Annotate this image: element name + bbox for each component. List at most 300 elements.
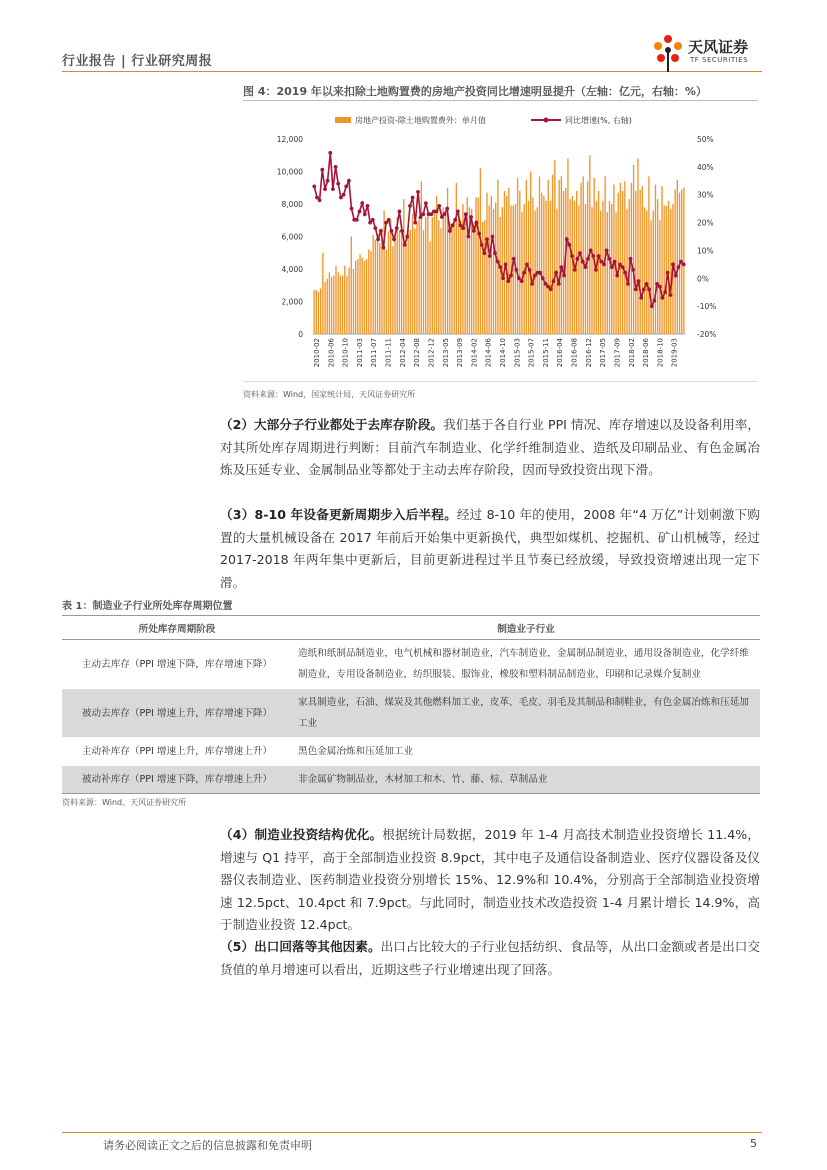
growth-point <box>488 254 492 258</box>
growth-point <box>631 268 635 272</box>
legend-line-marker <box>544 118 549 123</box>
y-left-tick-label: 2,000 <box>281 297 303 307</box>
bar <box>362 258 363 334</box>
growth-point <box>408 204 412 208</box>
x-tick-label: 2019-03 <box>670 338 679 368</box>
page-number: 5 <box>750 1137 757 1150</box>
x-tick-label: 2012-04 <box>398 338 407 368</box>
bar <box>337 272 338 334</box>
growth-point <box>371 218 375 222</box>
growth-point <box>374 226 378 230</box>
bar <box>335 266 336 334</box>
table-row <box>62 738 760 766</box>
table-cell-industries: 黑色金属冶炼和压延加工业 <box>292 738 760 766</box>
x-tick-label: 2018-10 <box>656 338 665 368</box>
x-tick-label: 2010-02 <box>313 338 321 368</box>
bar <box>554 160 555 334</box>
growth-point <box>424 201 428 205</box>
bar <box>563 191 564 334</box>
bar <box>366 259 367 334</box>
bar <box>613 185 614 335</box>
bar <box>600 211 601 335</box>
bar <box>620 183 621 334</box>
bar <box>545 201 546 334</box>
paragraph-structure-optimization <box>220 824 760 937</box>
bar <box>677 180 678 334</box>
growth-point <box>493 251 497 255</box>
y-right-tick-label: -20% <box>697 330 717 339</box>
bar <box>591 207 592 334</box>
bar <box>534 211 535 335</box>
x-tick-label: 2011-07 <box>370 338 379 368</box>
growth-point <box>384 221 388 225</box>
x-tick-label: 2015-03 <box>513 338 522 368</box>
bar <box>313 290 314 334</box>
bar <box>453 220 454 334</box>
bar <box>408 228 409 334</box>
bar <box>364 261 365 334</box>
paragraph-destocking <box>220 414 760 482</box>
growth-point <box>451 224 455 228</box>
legend-bar-label: 房地产投资-除土地购置费外：单月值 <box>355 116 486 125</box>
bar <box>410 230 411 334</box>
bar <box>513 206 514 334</box>
bar <box>635 191 636 334</box>
bar <box>373 235 374 334</box>
growth-point <box>509 274 513 278</box>
bar <box>329 272 330 334</box>
bar <box>342 276 343 335</box>
growth-point <box>483 251 487 255</box>
figure-source: 资料来源：Wind，国家统计局，天风证券研究所 <box>243 390 416 399</box>
growth-point <box>669 293 673 297</box>
growth-point <box>323 187 327 191</box>
growth-point <box>570 254 574 258</box>
bar <box>344 266 345 334</box>
growth-point <box>576 257 580 261</box>
bar <box>432 217 433 334</box>
growth-point <box>597 254 601 258</box>
bar <box>451 228 452 334</box>
growth-point <box>642 288 646 292</box>
bar <box>322 253 323 334</box>
growth-point <box>525 263 529 267</box>
growth-point <box>368 221 372 225</box>
growth-point <box>528 268 532 272</box>
growth-point <box>645 282 649 286</box>
growth-point <box>647 288 651 292</box>
bar <box>670 209 671 334</box>
growth-point <box>623 271 627 275</box>
bar <box>674 189 675 334</box>
growth-point <box>360 201 364 205</box>
bar <box>572 196 573 334</box>
bar <box>440 228 441 334</box>
growth-point <box>591 254 595 258</box>
bar <box>530 172 531 335</box>
figure-title: 图 4：2019 年以来扣除土地购置费的房地产投资同比增速明显提升（左轴：亿元，右轴：%） <box>243 85 707 98</box>
bar <box>644 207 645 334</box>
growth-point <box>605 249 609 253</box>
bar <box>473 224 474 335</box>
bar <box>429 241 430 334</box>
x-tick-label: 2011-11 <box>384 338 393 368</box>
investment-chart <box>243 104 758 380</box>
bar <box>493 209 494 334</box>
x-tick-label: 2017-05 <box>599 338 608 368</box>
growth-point <box>472 229 476 233</box>
bar <box>412 214 413 334</box>
x-tick-label: 2012-08 <box>413 338 422 368</box>
report-category: 行业报告 | 行业研究周报 <box>62 54 213 69</box>
growth-point <box>637 279 641 283</box>
growth-point <box>461 226 465 230</box>
growth-point <box>514 268 518 272</box>
bar <box>484 220 485 334</box>
x-tick-label: 2014-10 <box>499 338 507 368</box>
growth-point <box>562 274 566 278</box>
growth-point <box>522 271 526 275</box>
growth-point <box>666 271 670 275</box>
bar <box>475 198 476 335</box>
bar <box>438 220 439 334</box>
growth-point <box>435 210 439 214</box>
bar <box>602 201 603 334</box>
growth-point <box>379 229 383 233</box>
bar <box>399 230 400 334</box>
bar <box>425 217 426 334</box>
growth-point <box>392 237 396 241</box>
table-row <box>62 640 760 689</box>
x-tick-label: 2013-05 <box>441 338 450 368</box>
bar <box>351 237 352 335</box>
bar <box>666 206 667 334</box>
paragraph-equipment-cycle <box>220 504 760 594</box>
growth-point <box>682 263 686 267</box>
growth-point <box>639 296 643 300</box>
growth-point <box>650 304 654 308</box>
growth-point <box>387 218 391 222</box>
table-cell-stage: 主动补库存（PPI 增速上升，库存增速上升） <box>62 738 292 766</box>
y-left-tick-label: 6,000 <box>281 232 303 242</box>
bar <box>375 240 376 334</box>
growth-point <box>358 210 362 214</box>
growth-point <box>496 260 500 264</box>
growth-point <box>629 257 633 261</box>
table-row <box>62 766 760 794</box>
growth-point <box>663 290 667 294</box>
bar <box>488 206 489 334</box>
growth-point <box>453 218 457 222</box>
bar <box>386 250 387 335</box>
bar <box>377 233 378 334</box>
bar <box>646 211 647 335</box>
growth-point <box>549 288 553 292</box>
y-left-tick-label: 8,000 <box>281 200 303 209</box>
table-source: 资料来源：Wind、天风证券研究所 <box>62 798 187 807</box>
paragraph-body: 出口占比较大的子行业包括纺织、食品等，从出口金额或者是出口交货值的单月增速可以看出，近期这些子行业增速出现了回落。 <box>220 939 761 977</box>
x-tick-label: 2015-07 <box>527 338 536 368</box>
bar <box>578 206 579 334</box>
bar <box>607 212 608 334</box>
paragraph-heading: （4）制造业投资结构优化。 <box>220 827 383 842</box>
bar <box>482 222 483 334</box>
table-cell-industries: 造纸和纸制品制造业，电气机械和器材制造业，汽车制造业，金属制品制造业，通用设备制造业，化学纤维制造业，专用设备制造业，纺织服装、服饰业，橡胶和塑料制品制造业，印刷和记录媒介复制业 <box>292 640 760 689</box>
x-tick-label: 2011-03 <box>355 338 364 368</box>
bar <box>526 180 527 334</box>
bar <box>550 201 551 334</box>
bar <box>388 232 389 334</box>
growth-point <box>419 215 423 219</box>
growth-point <box>480 243 484 247</box>
bar <box>405 243 406 334</box>
bar <box>421 181 422 334</box>
table-cell-stage: 被动补库存（PPI 增速下降，库存增速上升） <box>62 766 292 794</box>
paragraph-body: 根据统计局数据，2019 年 1-4 月高技术制造业投资增长 11.4%，增速与 Q1 持平，高于全部制造业投资 8.9pct，其中电子及通信设备制造业、医疗仪器设备及仪器仪表制造业、医药制造业投资分别增长 15%、12.9%和 10.4%，分别高于全部制造业投资增速 12.5pct、10.4pct 和 7.9pct。与此同时，制造业技术改造投资 1-4 月累计增长 14.9%，高于制造业投资 12.4pct。 <box>220 827 761 932</box>
bar <box>418 217 419 334</box>
bar <box>346 276 347 335</box>
growth-point <box>448 229 452 233</box>
bar <box>383 211 384 335</box>
growth-point <box>679 260 683 264</box>
figure-rule-bottom <box>243 381 758 382</box>
growth-point <box>613 260 617 264</box>
bar <box>637 159 638 335</box>
x-tick-label: 2010-10 <box>341 338 350 368</box>
bar <box>504 191 505 334</box>
growth-point <box>634 288 638 292</box>
bar <box>622 191 623 334</box>
growth-point <box>653 299 657 303</box>
x-tick-label: 2016-04 <box>556 338 565 368</box>
growth-point <box>655 282 659 286</box>
growth-point <box>485 237 489 241</box>
growth-point <box>565 237 569 241</box>
growth-point <box>610 265 614 269</box>
x-tick-label: 2016-12 <box>584 338 593 368</box>
bar <box>355 261 356 334</box>
bar <box>456 183 457 334</box>
bar <box>318 292 319 334</box>
x-tick-label: 2018-06 <box>642 338 651 368</box>
bar <box>464 219 465 334</box>
growth-point <box>677 265 681 269</box>
growth-point <box>347 179 351 183</box>
y-right-tick-label: -10% <box>697 302 717 312</box>
paragraph-heading: （5）出口回落等其他因素。 <box>220 939 381 954</box>
bar <box>661 186 662 334</box>
table-cell-industries: 家具制造业，石油、煤炭及其他燃料加工业，皮革、毛皮、羽毛及其制品和制鞋业，有色金属冶炼和压延加工业 <box>292 689 760 738</box>
bar <box>543 196 544 334</box>
growth-point <box>405 235 409 239</box>
growth-point <box>568 243 572 247</box>
bar <box>541 193 542 334</box>
growth-point <box>467 235 471 239</box>
bar <box>653 211 654 335</box>
bar <box>348 267 349 334</box>
growth-point <box>421 212 425 216</box>
growth-point <box>456 210 460 214</box>
bar <box>357 259 358 334</box>
y-right-tick-label: 40% <box>697 162 714 172</box>
growth-point <box>403 243 407 247</box>
bar <box>497 180 498 334</box>
paragraph-body: 我们基于各自行业 PPI 情况、库存增速以及设备利用率，对其所处库存周期进行判断：目前汽车制造业、化学纤维制造业、造纸及印刷品业、有色金属冶炼及压延专业、金属制品业等都处于主动去库存阶段，因而导致投资出现下滑。 <box>220 417 760 477</box>
growth-point <box>390 229 394 233</box>
legend-line-label: 同比增速(%, 右轴) <box>565 116 632 125</box>
growth-point <box>618 263 622 267</box>
bar <box>471 209 472 334</box>
growth-point <box>363 212 367 216</box>
bar <box>480 168 481 334</box>
bar <box>320 289 321 335</box>
inventory-cycle-table <box>62 615 760 794</box>
growth-point <box>411 196 415 200</box>
paragraph-heading: （3）8-10 年设备更新周期步入后半程。 <box>220 507 457 522</box>
bar <box>561 176 562 334</box>
y-right-tick-label: 0% <box>697 274 709 284</box>
bar <box>324 282 325 334</box>
y-left-tick-label: 4,000 <box>281 265 303 274</box>
growth-point <box>331 187 335 191</box>
bar <box>379 243 380 334</box>
growth-point <box>615 274 619 278</box>
growth-point <box>626 282 630 286</box>
x-tick-label: 2012-12 <box>427 338 436 368</box>
bar <box>414 228 415 334</box>
growth-point <box>475 221 479 225</box>
bar <box>340 276 341 335</box>
legend-bar-swatch <box>335 117 351 123</box>
growth-point <box>477 232 481 236</box>
growth-point <box>413 221 417 225</box>
growth-point <box>538 271 542 275</box>
growth-point <box>326 179 330 183</box>
bar <box>659 220 660 334</box>
growth-point <box>469 215 473 219</box>
growth-point <box>344 185 348 189</box>
x-tick-label: 2014-02 <box>470 338 479 368</box>
growth-point <box>315 196 319 200</box>
growth-point <box>339 196 343 200</box>
growth-point <box>334 165 338 169</box>
bar <box>486 193 487 334</box>
company-logo <box>650 30 770 74</box>
bar <box>436 196 437 334</box>
logo-chinese-name: 天风证券 <box>688 38 749 56</box>
bar <box>539 176 540 334</box>
growth-point <box>541 276 545 280</box>
growth-point <box>416 190 420 194</box>
y-right-tick-label: 50% <box>697 135 714 144</box>
paragraph-heading: （2）大部分子行业都处于去库存阶段。 <box>220 417 444 432</box>
bar <box>683 188 684 334</box>
y-left-tick-label: 10,000 <box>276 167 303 177</box>
x-tick-label: 2010-06 <box>327 338 336 368</box>
x-tick-label: 2014-06 <box>484 338 493 368</box>
growth-point <box>320 168 324 172</box>
growth-point <box>546 285 550 289</box>
y-left-tick-label: 0 <box>298 330 303 339</box>
x-tick-label: 2018-02 <box>627 338 636 368</box>
growth-point <box>573 268 577 272</box>
growth-point <box>578 251 582 255</box>
y-right-tick-label: 10% <box>697 246 714 256</box>
bar <box>397 217 398 334</box>
growth-point <box>506 279 510 283</box>
table-title: 表 1：制造业子行业所处库存周期位置 <box>62 601 233 612</box>
bar <box>458 212 459 334</box>
growth-point <box>400 229 404 233</box>
bar <box>445 212 446 334</box>
bar <box>585 204 586 334</box>
bar <box>532 198 533 335</box>
y-right-tick-label: 30% <box>697 190 714 200</box>
logo-english-name: TF SECURITIES <box>690 56 749 64</box>
growth-point <box>599 260 603 264</box>
growth-point <box>658 285 662 289</box>
bar <box>650 220 651 334</box>
bar <box>537 207 538 334</box>
growth-point <box>661 296 665 300</box>
bar <box>333 276 334 335</box>
growth-point <box>557 282 561 286</box>
bar <box>394 237 395 335</box>
footer-disclaimer: 请务必阅读正文之后的信息披露和免责申明 <box>103 1139 312 1152</box>
growth-point <box>398 210 402 214</box>
growth-point <box>328 151 332 155</box>
y-left-tick-label: 12,000 <box>276 135 303 144</box>
bar <box>370 251 371 334</box>
table-cell-industries: 非金属矿物制品业，木材加工和木、竹、藤、棕、草制品业 <box>292 766 760 794</box>
growth-point <box>342 193 346 197</box>
growth-point <box>318 198 322 202</box>
bar <box>359 254 360 334</box>
growth-point <box>376 237 380 241</box>
bar <box>423 230 424 334</box>
figure-rule-top <box>243 100 758 101</box>
flower-logo-icon <box>650 30 686 74</box>
growth-point <box>586 257 590 261</box>
x-tick-label: 2013-09 <box>456 338 465 368</box>
paragraph-export-decline <box>220 936 760 981</box>
bar <box>609 201 610 334</box>
bar <box>519 191 520 334</box>
bar <box>624 181 625 334</box>
bar <box>331 277 332 334</box>
table-row <box>62 689 760 738</box>
growth-point <box>581 260 585 264</box>
growth-point <box>533 274 537 278</box>
growth-point <box>504 263 508 267</box>
growth-point <box>544 282 548 286</box>
bar <box>427 215 428 334</box>
growth-point <box>589 249 593 253</box>
growth-point <box>602 263 606 267</box>
bar <box>443 207 444 334</box>
bar <box>390 220 391 334</box>
bar <box>499 217 500 334</box>
table-cell-stage: 被动去库存（PPI 增速上升，库存增速下降） <box>62 689 292 738</box>
y-right-tick-label: 20% <box>697 218 714 228</box>
bar <box>657 199 658 334</box>
growth-point <box>491 235 495 239</box>
growth-point <box>552 279 556 283</box>
bar <box>401 224 402 335</box>
bar <box>508 188 509 334</box>
bar <box>552 175 553 334</box>
bar <box>316 290 317 334</box>
